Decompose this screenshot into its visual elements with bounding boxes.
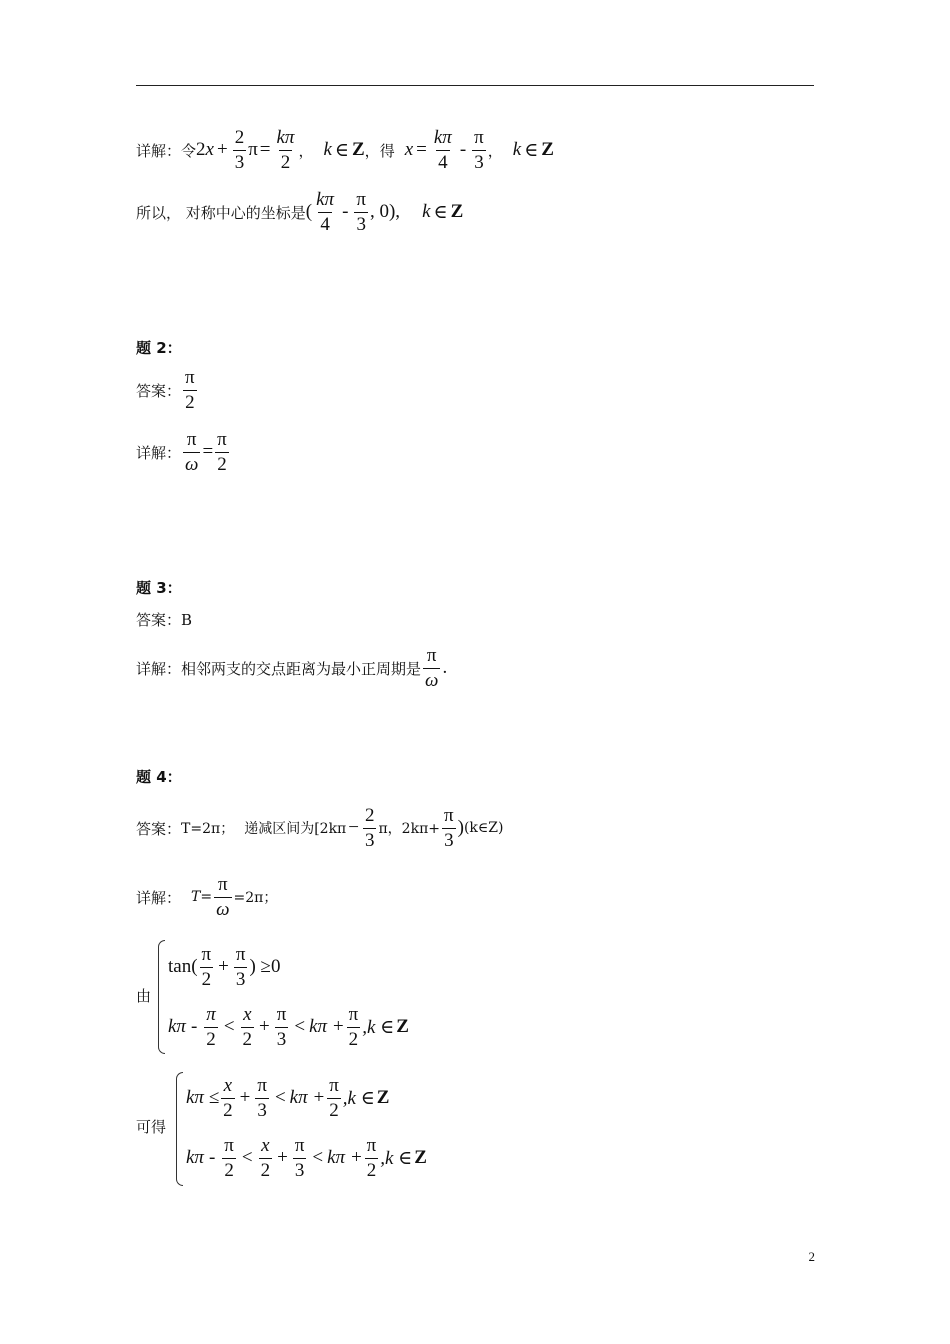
frac-kpi-4: $\frac{k\pi}{4}$ (433, 127, 452, 173)
math-lt: < (223, 1016, 235, 1038)
math-minus: - (459, 139, 467, 161)
question-title: 题 4： (136, 768, 182, 786)
math-k: k (512, 139, 522, 161)
tan-open: tan( (168, 956, 198, 978)
header-rule (136, 85, 814, 86)
symmetry-text: 所以， 对称中心的坐标是 (136, 203, 306, 222)
q3-answer-line (136, 609, 192, 630)
math-equals: = (259, 139, 271, 161)
q4-detail-line (136, 875, 277, 920)
math-lt: < (241, 1147, 253, 1169)
frac-pi-2: $\frac{\pi}{2}$ (185, 367, 195, 413)
math-k: k (323, 139, 332, 161)
math-plus: + (259, 1016, 270, 1038)
left-brace (158, 940, 165, 1054)
q3-detail-line (136, 646, 447, 691)
frac-pi-3: $\frac{\pi}{3}$ (294, 1135, 305, 1181)
frac-pi-3: $\frac{\pi}{3}$ (444, 805, 454, 851)
math-equals: = (416, 139, 427, 161)
math-minus: - (208, 1147, 216, 1169)
frac-pi-omega: $\frac{\pi}{\omega}$ (185, 429, 199, 475)
frac-pi-3: $\frac{\pi}{3}$ (235, 944, 246, 990)
math-equals: = (202, 441, 214, 463)
frac-pi-3: $\frac{\pi}{3}$ (474, 127, 484, 173)
q4-title (136, 766, 182, 787)
math-in: ∈ (524, 139, 539, 161)
math-lt: < (274, 1087, 286, 1109)
math-in: ∈ (433, 201, 448, 223)
frac-pi-omega: $\frac{\pi}{\omega}$ (216, 874, 230, 920)
system2-row2 (186, 1136, 427, 1181)
frac-pi-omega: $\frac{\pi}{\omega}$ (425, 645, 439, 691)
q2-answer-line (136, 368, 199, 413)
answer-text: 答案：B (136, 611, 193, 629)
T-suffix: =2π； (233, 890, 278, 907)
math-k-in: ,k ∈ (380, 1147, 413, 1169)
ge-zero: ) ≥0 (249, 956, 281, 978)
frac-pi-2: $\frac{\pi}{2}$ (348, 1004, 359, 1050)
frac-pi-2: $\frac{\pi}{2}$ (206, 1004, 216, 1050)
answer-label: 答案： (136, 381, 182, 400)
frac-pi-2: $\frac{\pi}{2}$ (201, 944, 212, 990)
math-Z: Z (351, 139, 365, 161)
math-pi: π (248, 139, 258, 161)
system1-row1 (168, 945, 280, 990)
detail-label: 详解： (136, 141, 182, 160)
ke-de-label-line (136, 1116, 166, 1137)
decreasing-interval-text: 递减区间为[2kπ (244, 821, 347, 838)
math-Z: Z (450, 201, 464, 223)
comma: ， (298, 141, 314, 160)
math-kpi-plus: kπ + (327, 1147, 363, 1169)
frac-2-3: $\frac{2}{3}$ (364, 805, 375, 851)
k-in-z: (k∈Z) (463, 820, 504, 837)
math-minus: - (190, 1016, 198, 1038)
period: . (442, 657, 448, 679)
math-plus: + (239, 1087, 251, 1109)
math-x: x (205, 139, 214, 161)
q2-title (136, 337, 182, 358)
math-kpi: kπ (186, 1147, 204, 1169)
frac-pi-2: $\frac{\pi}{2}$ (224, 1135, 234, 1181)
math-k-in: ,k ∈ (362, 1016, 395, 1038)
frac-pi-2: $\frac{\pi}{2}$ (217, 429, 227, 475)
question-title: 题 2： (136, 339, 182, 357)
frac-x-2: $\frac{x}{2}$ (242, 1004, 253, 1050)
let-word: 令 (181, 141, 197, 160)
close-paren: ) (457, 817, 464, 839)
interval-mid-text: π，2kπ+ (378, 821, 441, 838)
q1-symmetry-line (136, 190, 463, 235)
q4-answer-line (136, 806, 503, 851)
math-plus: + (216, 139, 228, 161)
frac-x-2: $\frac{x}{2}$ (223, 1075, 233, 1121)
system1-row2 (168, 1005, 409, 1050)
frac-pi-3: $\frac{\pi}{3}$ (276, 1004, 287, 1050)
q2-detail-line (136, 430, 231, 475)
math-minus: - (342, 201, 349, 223)
math-Z: Z (541, 139, 554, 161)
math-minus: − (348, 817, 359, 839)
math-2: 2 (196, 139, 206, 161)
get-word: 得 (379, 141, 395, 160)
frac-kpi-4: $\frac{k\pi}{4}$ (316, 189, 335, 235)
frac-pi-2: $\frac{\pi}{2}$ (366, 1135, 377, 1181)
frac-2-3: $\frac{2}{3}$ (234, 127, 245, 173)
math-k: k (422, 201, 431, 223)
math-kpi-plus: kπ + (309, 1016, 345, 1038)
answer-label: 答案： (136, 819, 182, 838)
math-kpi-plus: kπ + (289, 1087, 326, 1109)
math-in: ∈ (334, 139, 349, 161)
question-title: 题 3： (136, 579, 182, 597)
comma: ， (364, 141, 380, 160)
left-brace (176, 1072, 183, 1186)
period-value: T=2π； (181, 821, 235, 838)
you-label-line (136, 985, 151, 1006)
math-plus: + (277, 1147, 288, 1169)
math-kpi-le: kπ ≤ (186, 1087, 220, 1109)
frac-kpi-2: $\frac{k\pi}{2}$ (276, 127, 295, 173)
system2-row1 (186, 1076, 389, 1121)
comma-zero: , 0), (369, 201, 401, 223)
math-Z: Z (414, 1147, 427, 1169)
detail-label: 详解： (136, 443, 182, 462)
you-label: 由 (136, 987, 152, 1005)
math-lt: < (294, 1016, 306, 1038)
frac-pi-2: $\frac{\pi}{2}$ (329, 1075, 339, 1121)
frac-pi-3: $\frac{\pi}{3}$ (257, 1075, 267, 1121)
detail-text: 详解：相邻两支的交点距离为最小正周期是 (136, 659, 422, 678)
math-k-in: ,k ∈ (342, 1087, 375, 1109)
frac-x-2: $\frac{x}{2}$ (260, 1135, 271, 1181)
detail-label: 详解： (136, 888, 182, 907)
open-paren: ( (305, 201, 313, 223)
math-kpi: kπ (168, 1016, 186, 1038)
frac-pi-3: $\frac{\pi}{3}$ (356, 189, 366, 235)
math-Z: Z (376, 1087, 390, 1109)
q3-title (136, 577, 182, 598)
T-prefix: T= (191, 889, 213, 906)
math-x: x (404, 139, 414, 161)
math-lt: < (312, 1147, 324, 1169)
q1-detail-line (136, 128, 554, 173)
comma: ， (487, 141, 503, 160)
ke-de-label: 可得 (136, 1118, 167, 1136)
page-number: 2 (808, 1249, 815, 1264)
math-Z: Z (396, 1016, 409, 1038)
math-plus: + (218, 956, 229, 978)
